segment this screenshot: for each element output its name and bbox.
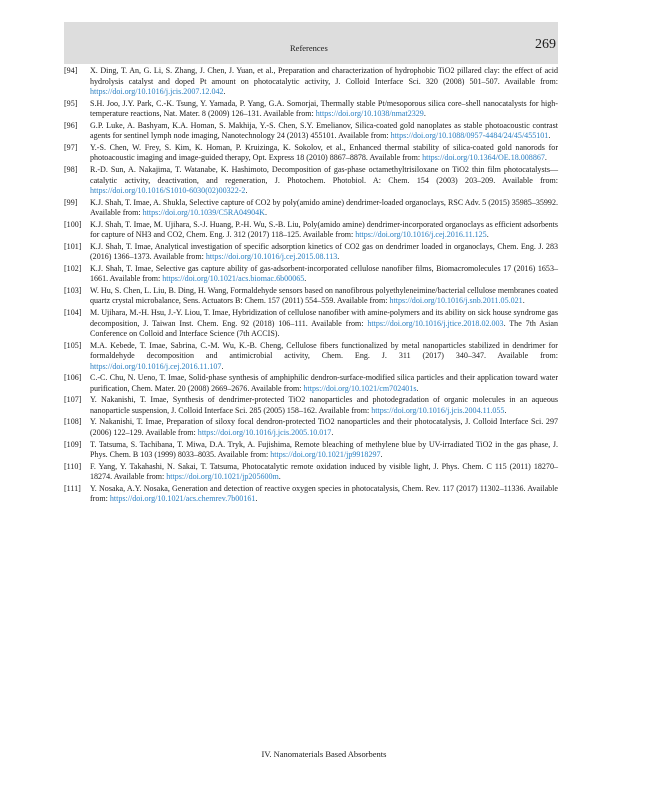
reference-citation: S.H. Joo, J.Y. Park, C.-K. Tsung, Y. Yamada, P. Yang, G.A. Somorjai, Thermally stable Pt/mesoporous silica core–shell nanocatalysts for high-temperature reactions, Nat. Mater. 8 (2009) 126–131. Available from: (90, 98, 558, 119)
reference-number: [100] (64, 219, 82, 229)
reference-text (90, 395, 558, 416)
reference-trailer: . (331, 428, 334, 438)
reference-number: [99] (64, 197, 78, 207)
reference-citation: W. Hu, S. Chen, L. Liu, B. Ding, H. Wang, Formaldehyde sensors based on nanofibrous polyethyleneimine/bacterial cellulose membranes coated quartz crystal microbalance, Sens. Actuators B: Chem. 157 (2011) 554–559. Available from: (90, 285, 558, 306)
doi-link[interactable]: https://doi.org/10.1038/nmat2329 (315, 109, 424, 119)
doi-link[interactable]: https://doi.org/10.1021/jp205600m (166, 472, 279, 482)
reference-number: [94] (64, 66, 78, 75)
reference-citation: Y. Nosaka, A.Y. Nosaka, Generation and detection of reactive oxygen species in photocatalysis, Chem. Rev. 117 (2017) 11302–11336. Available from: (90, 483, 558, 504)
reference-text (90, 242, 558, 263)
reference-number: [106] (64, 373, 82, 383)
reference-trailer: . (544, 153, 547, 163)
reference-item (64, 286, 558, 307)
reference-item (64, 462, 558, 483)
reference-text (90, 66, 558, 98)
doi-link[interactable]: https://doi.org/10.1016/j.jcis.2007.12.042 (90, 87, 224, 97)
reference-trailer: . (221, 361, 224, 371)
reference-text (90, 143, 558, 164)
doi-link[interactable]: https://doi.org/10.1016/j.cej.2016.11.107 (90, 361, 222, 371)
doi-link[interactable]: https://doi.org/10.1021/jp9918297 (270, 450, 381, 460)
reference-citation: K.J. Shah, T. Imae, Selective gas capture ability of gas-adsorbent-incorporated cellulose nanofiber films, Biomacromolecules 17 (2016) 1653–1661. Available from: (90, 263, 558, 284)
reference-number: [97] (64, 142, 78, 152)
reference-item (64, 264, 558, 285)
reference-citation: K.J. Shah, T. Imae, M. Ujihara, S.-J. Huang, P.-H. Wu, S.-B. Liu, Poly(amido amine) dendrimer-incorporated organoclays as efficient adsorbents for capture of NH3 and CO2, Chem. Eng. J. 312 (2017) 118–125. Available from: (90, 219, 558, 240)
reference-trailer: . (522, 296, 525, 306)
reference-number: [107] (64, 395, 82, 405)
reference-item (64, 308, 558, 340)
reference-text (90, 165, 558, 197)
reference-trailer: . (223, 87, 226, 97)
reference-citation: X. Ding, T. An, G. Li, S. Zhang, J. Chen, J. Yuan, et al., Preparation and characterization of hydrophobic TiO2 pillared clay: the effect of acid hydrolysis catalyst and doped Pt amount on photocatalytic activity, J. Colloid Interface Sci. 320 (2008) 501–507. Available from: (90, 66, 558, 86)
reference-trailer: . (278, 472, 281, 482)
doi-link[interactable]: https://doi.org/10.1364/OE.18.008867 (422, 153, 545, 163)
doi-link[interactable]: https://doi.org/10.1016/j.snb.2011.05.021 (389, 296, 523, 306)
reference-item (64, 395, 558, 416)
reference-item (64, 484, 558, 505)
reference-trailer: . (380, 450, 383, 460)
doi-link[interactable]: https://doi.org/10.1088/0957-4484/24/45/455101 (390, 131, 549, 141)
reference-trailer: . (486, 230, 489, 240)
reference-text (90, 220, 558, 241)
reference-item (64, 373, 558, 394)
reference-text (90, 198, 558, 219)
reference-text (90, 341, 558, 373)
reference-citation: K.J. Shah, T. Imae, A. Shukla, Selective capture of CO2 by poly(amido amine) dendrimer-loaded organoclays, RSC Adv. 5 (2015) 35985–35992. Available from: (90, 197, 558, 218)
reference-citation: R.-D. Sun, A. Nakajima, T. Watanabe, K. Hashimoto, Decomposition of gas-phase octamethyltrisiloxane on TiO2 thin film photocatalysts—catalytic activity, deactivation, and regeneration, J. Photochem. Photobiol. A: Chem. 154 (2003) 203–209. Available from: (90, 164, 558, 185)
reference-citation: G.P. Luke, A. Bashyam, K.A. Homan, S. Makhija, Y.-S. Chen, S.Y. Emelianov, Silica-coated gold nanoplates as stable photoacoustic contrast agents for sentinel lymph node imaging, Nanotechnology 24 (2013) 455101. Available from: (90, 120, 558, 141)
reference-text (90, 99, 558, 120)
reference-text (90, 121, 558, 142)
reference-text (90, 417, 558, 438)
reference-item (64, 121, 558, 142)
reference-number: [108] (64, 417, 82, 427)
doi-link[interactable]: https://doi.org/10.1021/acs.biomac.6b00065 (162, 274, 305, 284)
reference-citation: M.A. Kebede, T. Imae, Sabrina, C.-M. Wu, K.-B. Cheng, Cellulose fibers functionalized by metal nanoparticles stabilized in dendrimer for formaldehyde decomposition and antimicrobial activity, Chem. Eng. J. 311 (2017) 340–347. Available from: (90, 340, 558, 361)
reference-trailer: . (255, 494, 258, 504)
reference-citation: T. Tatsuma, S. Tachibana, T. Miwa, D.A. Tryk, A. Fujishima, Remote bleaching of methylene blue by UV-irradiated TiO2 in the gas phase, J. Phys. Chem. B 103 (1999) 8033–8035. Available from: (90, 439, 558, 460)
page-footer: IV. Nanomaterials Based Absorbents (261, 749, 387, 759)
reference-item (64, 165, 558, 197)
doi-link[interactable]: https://doi.org/10.1016/j.jcis.2005.10.017 (197, 428, 332, 438)
reference-number: [102] (64, 263, 82, 273)
reference-number: [98] (64, 164, 78, 174)
reference-item (64, 66, 558, 98)
reference-item (64, 198, 558, 219)
doi-link[interactable]: https://doi.org/10.1016/j.cej.2016.11.125 (355, 230, 487, 240)
reference-citation: F. Yang, Y. Takahashi, N. Sakai, T. Tatsuma, Photocatalytic remote oxidation induced by visible light, J. Phys. Chem. C 115 (2011) 18270–18274. Available from: (90, 461, 558, 482)
reference-citation: Y. Nakanishi, T. Imae, Preparation of siloxy focal dendron-protected TiO2 nanoparticles and their photocatalysis, J. Colloid Interface Sci. 297 (2006) 122–129. Available from: (90, 417, 558, 438)
reference-text (90, 462, 558, 483)
reference-item (64, 220, 558, 241)
reference-citation: M. Ujihara, M.-H. Hsu, J.-Y. Liou, T. Imae, Hybridization of cellulose nanofiber with amine-polymers and its ability on sick house syndrome gas decomposition, J. Taiwan Inst. Chem. Eng. 92 (2018) 106–111. Available from: (90, 307, 558, 328)
reference-trailer: . (416, 383, 419, 393)
reference-text (90, 308, 558, 340)
reference-number: [110] (64, 461, 82, 471)
reference-citation: K.J. Shah, T. Imae, Analytical investigation of specific adsorption kinetics of CO2 gas on dendrimer loaded in organoclays, Chem. Eng. J. 283 (2016) 1366–1373. Available from: (90, 241, 558, 262)
reference-number: [105] (64, 340, 82, 350)
reference-list (64, 66, 558, 506)
reference-trailer: . (548, 131, 551, 141)
reference-trailer: . (337, 252, 340, 262)
reference-text (90, 286, 558, 307)
running-header-title: References (290, 43, 328, 53)
reference-text (90, 373, 558, 394)
doi-link[interactable]: https://doi.org/10.1039/C5RA04904K (142, 208, 265, 218)
reference-item (64, 143, 558, 164)
reference-number: [109] (64, 439, 82, 449)
doi-link[interactable]: https://doi.org/10.1016/j.jtice.2018.02.003 (367, 318, 504, 328)
reference-text (90, 264, 558, 285)
reference-trailer: . (423, 109, 426, 119)
reference-item (64, 341, 558, 373)
reference-number: [103] (64, 285, 82, 295)
reference-text (90, 484, 558, 505)
reference-item (64, 440, 558, 461)
reference-citation: Y. Nakanishi, T. Imae, Synthesis of dendrimer-protected TiO2 nanoparticles and photodegradation of organic molecules in an aqueous nanoparticle suspension, J. Colloid Interface Sci. 285 (2005) 158–162. Available from: (90, 395, 558, 415)
doi-link[interactable]: https://doi.org/10.1021/acs.chemrev.7b00161 (109, 494, 256, 504)
reference-number: [95] (64, 98, 78, 108)
doi-link[interactable]: https://doi.org/10.1016/j.jcis.2004.11.055 (371, 405, 505, 415)
reference-citation: Y.-S. Chen, W. Frey, S. Kim, K. Homan, P. Kruizinga, K. Sokolov, et al., Enhanced thermal stability of silica-coated gold nanorods for photoacoustic imaging and image-guided therapy, Opt. Express 18 (2010) 8867–8878. Available from: (90, 142, 558, 163)
reference-trailer: . (504, 405, 507, 415)
reference-trailer: . The 7th Asian Conference on Colloid and Interface Science (7th ACCIS). (90, 318, 558, 339)
reference-number: [111] (64, 483, 81, 493)
reference-number: [96] (64, 120, 78, 130)
reference-trailer: . (304, 274, 307, 284)
page-number: 269 (535, 37, 556, 52)
doi-link[interactable]: https://doi.org/10.1016/j.cej.2015.08.113 (205, 252, 338, 262)
reference-item (64, 417, 558, 438)
reference-text (90, 440, 558, 461)
reference-item (64, 99, 558, 120)
doi-link[interactable]: https://doi.org/10.1016/S1010-6030(02)00322-2 (90, 186, 246, 196)
reference-trailer: . (245, 186, 248, 196)
reference-citation: C.-C. Chu, N. Ueno, T. Imae, Solid-phase synthesis of amphiphilic dendron-surface-modified silica particles and their application toward water purification, Chem. Mater. 20 (2008) 2669–2676. Available from: (90, 373, 558, 393)
reference-item (64, 242, 558, 263)
doi-link[interactable]: https://doi.org/10.1021/cm702401s (303, 383, 417, 393)
reference-trailer: . (264, 208, 267, 218)
reference-number: [104] (64, 307, 82, 317)
reference-number: [101] (64, 241, 82, 251)
